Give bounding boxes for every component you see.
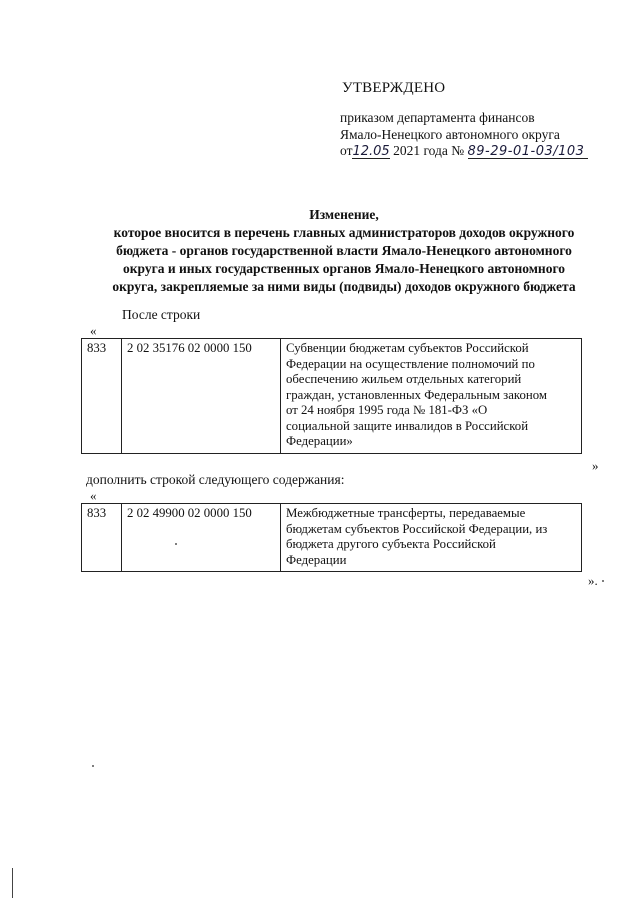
open-quote-1: « [90, 323, 97, 338]
admin-code-cell: 833 [82, 504, 122, 572]
heading-line-3: бюджета - органов государственной власти Ямало-Ненецкого автономного [116, 243, 572, 258]
margin-mark [12, 868, 13, 898]
description-line: бюджетам субъектов Российской Федерации, из [286, 521, 548, 536]
description-line: граждан, установленных Федеральным законом [286, 387, 547, 402]
table-existing-row [81, 338, 582, 454]
scan-speck [92, 765, 94, 767]
handwritten-order-number: 89-29-01-03/103 [468, 146, 588, 159]
after-row-label: После строки [122, 307, 201, 322]
income-code-cell: 2 02 49900 02 0000 150 [122, 504, 281, 572]
open-quote-2: « [90, 488, 97, 503]
description-line: от 24 ноября 1995 года № 181-ФЗ «О [286, 403, 488, 417]
heading-line-1: Изменение, [309, 207, 379, 222]
approval-line-2: Ямало-Ненецкого автономного округа [340, 127, 560, 142]
income-code-cell: 2 02 35176 02 0000 150 [122, 339, 281, 454]
approval-year-text: 2021 года № [393, 143, 465, 158]
description-cell [281, 504, 582, 572]
scan-speck [175, 543, 177, 545]
close-quote-2: ». [588, 573, 598, 588]
description-line: Межбюджетные трансферты, передаваемые [286, 506, 526, 520]
close-quote-1: » [592, 458, 599, 473]
approval-title: УТВЕРЖДЕНО [342, 80, 446, 96]
supplement-label: дополнить строкой следующего содержания: [86, 472, 345, 487]
description-line: социальной защите инвалидов в Российской [286, 418, 529, 433]
approval-prefix: от [340, 143, 353, 158]
description-line: Федерации [286, 552, 347, 567]
table-row [82, 504, 582, 572]
approval-date-line [340, 143, 588, 159]
handwritten-date: 12.05 [352, 144, 390, 159]
table-new-row [81, 503, 582, 572]
heading-line-4: округа и иных государственных органов Ямало-Ненецкого автономного [122, 261, 565, 276]
description-line: Федерации на осуществление полномочий по [286, 356, 535, 371]
admin-code-cell: 833 [82, 339, 122, 454]
description-cell [281, 339, 582, 454]
table-row [82, 339, 582, 454]
description-line: Федерации» [286, 434, 353, 448]
heading-line-2: которое вносится в перечень главных администраторов доходов окружного [113, 225, 575, 240]
approval-line-1: приказом департамента финансов [340, 110, 535, 125]
heading-line-5: округа, закрепляемые за ними виды (подвиды) доходов окружного бюджета [112, 279, 576, 294]
scan-speck [602, 580, 604, 582]
description-line: Субвенции бюджетам субъектов Российской [286, 341, 529, 355]
description-line: бюджета другого субъекта Российской [286, 537, 496, 551]
description-line: обеспечению жильем отдельных категорий [286, 372, 522, 386]
